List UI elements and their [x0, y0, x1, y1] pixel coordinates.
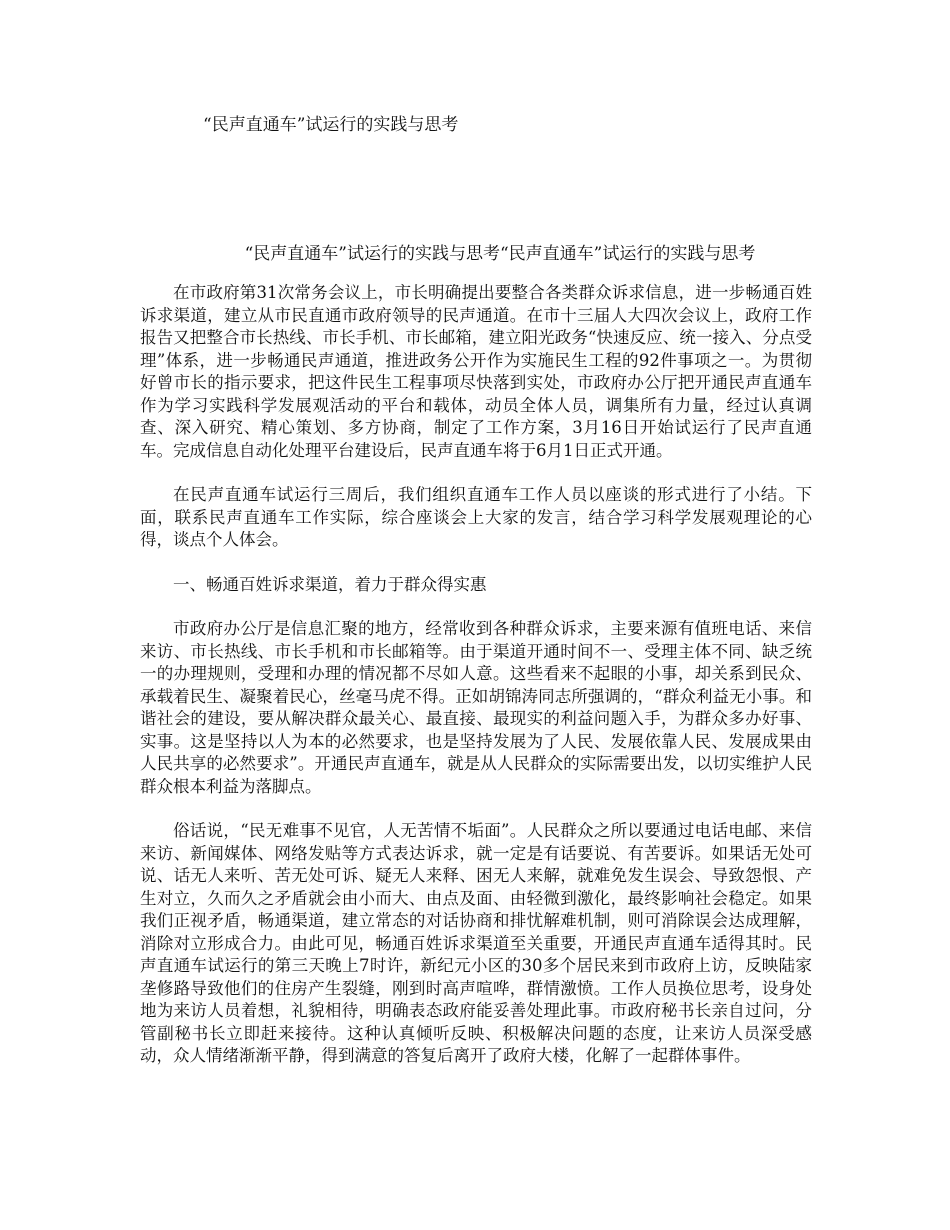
paragraph-intro: 在市政府第31次常务会议上，市长明确提出要整合各类群众诉求信息，进一步畅通百姓诉求渠道，建立从市民直通市政府领导的民声通道。在市十三届人大四次会议上，政府工作报告又把整合市长热线、市长手机、市长邮箱，建立阳光政务“快速反应、统一接入、分点受理”体系，进一步畅通民声通道，推进政务公开作为实施民生工程的92件事项之一。为贯彻好曾市长的指示要求，把这件民生工程事项尽快落到实处，市政府办公厅把开通民声直通车作为学习实践科学发展观活动的平台和载体，动员全体人员，调集所有力量，经过认真调查、深入研究、精心策划、多方协商，制定了工作方案，3月16日开始试运行了民声直通车。完成信息自动化处理平台建设后，民声直通车将于6月1日正式开通。	[140, 283, 812, 460]
document-header-title: “民声直通车”试运行的实践与思考	[203, 115, 459, 135]
paragraph-summary: 在民声直通车试运行三周后，我们组织直通车工作人员以座谈的形式进行了小结。下面，联系民声直通车工作实际，综合座谈会上大家的发言，结合学习科学发展观理论的心得，谈点个人体会。	[140, 485, 812, 549]
paragraph-section-1a: 市政府办公厅是信息汇聚的地方，经常收到各种群众诉求，主要来源有值班电话、来信来访、市长热线、市长手机和市长邮箱等。由于渠道开通时间不一、受理主体不同、缺乏统一的办理规则，受理和办理的情况都不尽如人意。这些看来不起眼的小事，却关系到民众、承载着民生、凝聚着民心，丝毫马虎不得。正如胡锦涛同志所强调的，“群众利益无小事。和谐社会的建设，要从解决群众最关心、最直接、最现实的利益问题入手，为群众多办好事、实事。这是坚持以人为本的必然要求，也是坚持发展为了人民、发展依靠人民、发展成果由人民共享的必然要求”。开通民声直通车，就是从人民群众的实际需要出发，以切实维护人民群众根本利益为落脚点。	[140, 619, 812, 796]
section-heading-1: 一、畅通百姓诉求渠道，着力于群众得实惠	[173, 574, 487, 594]
document-main-title: “民声直通车”试运行的实践与思考“民声直通车”试运行的实践与思考	[244, 244, 756, 264]
paragraph-section-1b: 俗话说，“民无难事不见官，人无苦情不垢面”。人民群众之所以要通过电话电邮、来信来访、新闻媒体、网络发贴等方式表达诉求，就一定是有话要说、有苦要诉。如果话无处可说、话无人来听、苦无处可诉、疑无人来释、困无人来解，就难免发生误会、导致怨恨、产生对立，久而久之矛盾就会由小而大、由点及面、由轻微到激化，最终影响社会稳定。如果我们正视矛盾，畅通渠道，建立常态的对话协商和排忧解难机制，则可消除误会达成理解，消除对立形成合力。由此可见，畅通百姓诉求渠道至关重要，开通民声直通车适得其时。民声直通车试运行的第三天晚上7时许，新纪元小区的30多个居民来到市政府上访，反映陆家垄修路导致他们的住房产生裂缝，刚到时高声喧哗，群情激愤。工作人员换位思考，设身处地为来访人员着想，礼貌相待，明确表态政府能妥善处理此事。市政府秘书长亲自过问，分管副秘书长立即赶来接待。这种认真倾听反映、积极解决问题的态度，让来访人员深受感动，众人情绪渐渐平静，得到满意的答复后离开了政府大楼，化解了一起群体事件。	[140, 821, 812, 1065]
document-body	[140, 282, 812, 1090]
